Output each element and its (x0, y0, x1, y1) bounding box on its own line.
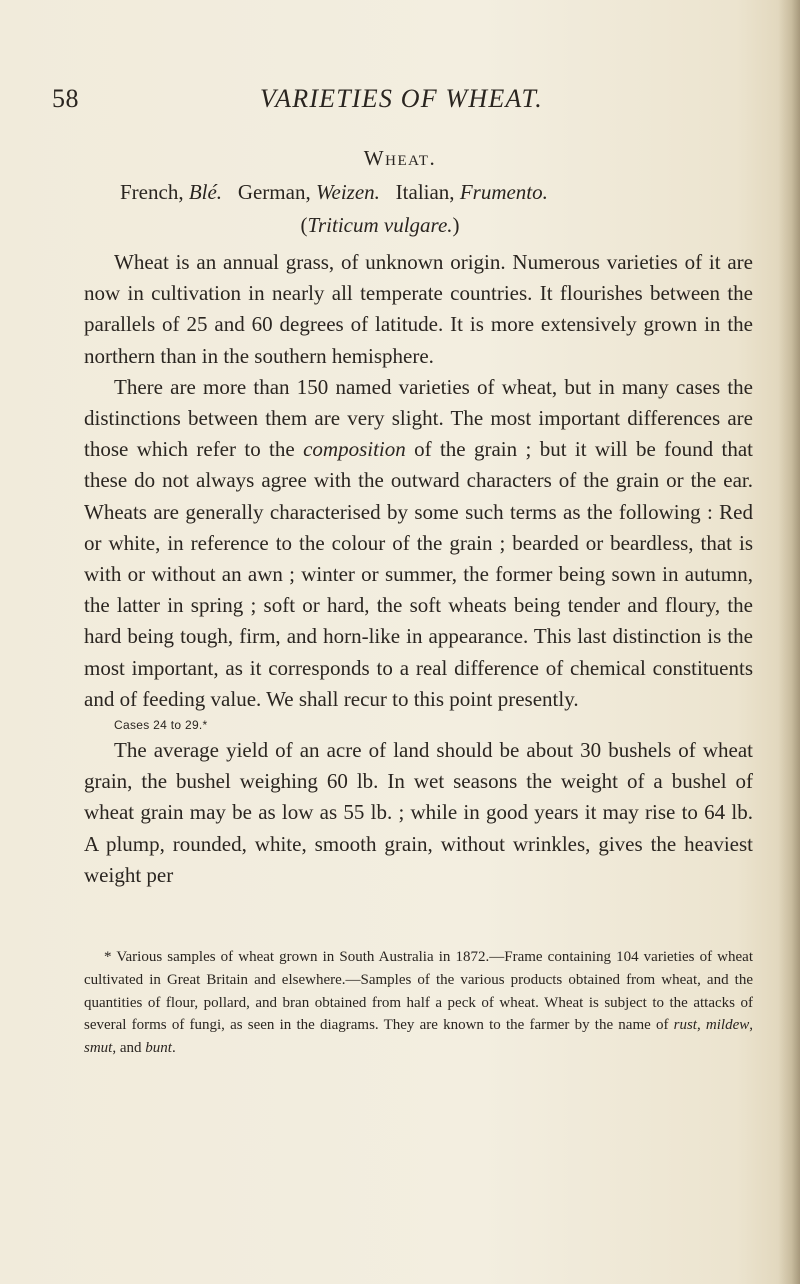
footnote-term-bunt: bunt (145, 1040, 172, 1057)
italian-name: Frumento. (459, 180, 548, 204)
footnote-end: . (171, 1040, 176, 1057)
footnote-separator: , (749, 1017, 753, 1034)
paragraph-yield: The average yield of an acre of land should be about 30 bushels of wheat grain, the bushel weighing 60 lb. In wet seasons the weight of a bushel of wheat grain may be as low as 55 lb. ; while in good years it may rise to 64 lb. A plump, rounded, white, smooth grain, without wrinkles, gives the heaviest weight per (84, 738, 753, 887)
case-reference-note: Cases 24 to 29.* (114, 718, 208, 733)
french-label: French, (120, 180, 184, 204)
page-edge-shadow (778, 0, 800, 1284)
scientific-open-paren: ( (300, 213, 308, 237)
footnote-separator: , (696, 1017, 706, 1034)
page-number: 58 (52, 84, 79, 113)
french-name: Blé. (188, 180, 223, 204)
footnote-text: * Various samples of wheat grown in South Australia in 1872.—Frame containing 104 varieties of wheat cultivated in Great Britain and elsewhere.—Samples of the various products obtained from wheat, and the quantities of flour, pollard, and bran obtained from half a peck of wheat. Wheat is subject to the attacks of several forms of fungi, as seen in the diagrams. They are known to the farmer by the name of (84, 949, 753, 1034)
body-text (84, 247, 753, 891)
section-heading: Wheat. (363, 146, 437, 170)
paragraph-origin: Wheat is an annual grass, of unknown origin. Numerous varieties of it are now in cultivation in nearly all temperate countries. It flourishes between the parallels of 25 and 60 degrees of latitude. It is more extensively grown in the northern than in the southern hemisphere. (84, 250, 753, 368)
paragraph-varieties (84, 372, 753, 715)
emphasis-composition: composition (303, 437, 406, 462)
german-label: German, (237, 180, 311, 204)
german-name: Weizen. (315, 180, 380, 204)
page-header (52, 84, 752, 120)
footnote (84, 946, 753, 1060)
italian-label: Italian, (395, 180, 455, 204)
scientific-name-line (0, 213, 760, 238)
paragraph-varieties-end: of the grain ; but it will be found that these do not always agree with the outward characters of the grain or the ear. Wheats are generally characterised by some such terms as the following : Red or white, in reference to the colour of the grain ; bearded or beardless, that is with or without an awn ; winter or summer, the former being sown in autumn, the latter in spring ; soft or hard, the soft wheats being tender and floury, the hard being tough, firm, and horn-like in appearance. This last distinction is the most important, as it corresponds to a real difference of chemical constituents and of feeding value. We shall recur to this point presently. (84, 437, 753, 711)
common-names-line (120, 180, 548, 205)
paragraph-varieties-start: There are more than 150 named varieties of wheat, but in many cases the distinctions between them are very slight. The most important differences are those which refer to the (84, 374, 753, 462)
footnote-term-mildew: mildew (705, 1017, 750, 1034)
scientific-name: Triticum vulgare. (307, 213, 453, 237)
scientific-close-paren: ) (452, 213, 460, 237)
footnote-term-smut: smut (84, 1040, 113, 1057)
footnote-term-rust: rust (673, 1017, 697, 1034)
footnote-separator: , and (112, 1040, 146, 1057)
running-title: VARIETIES OF WHEAT. (260, 84, 543, 113)
